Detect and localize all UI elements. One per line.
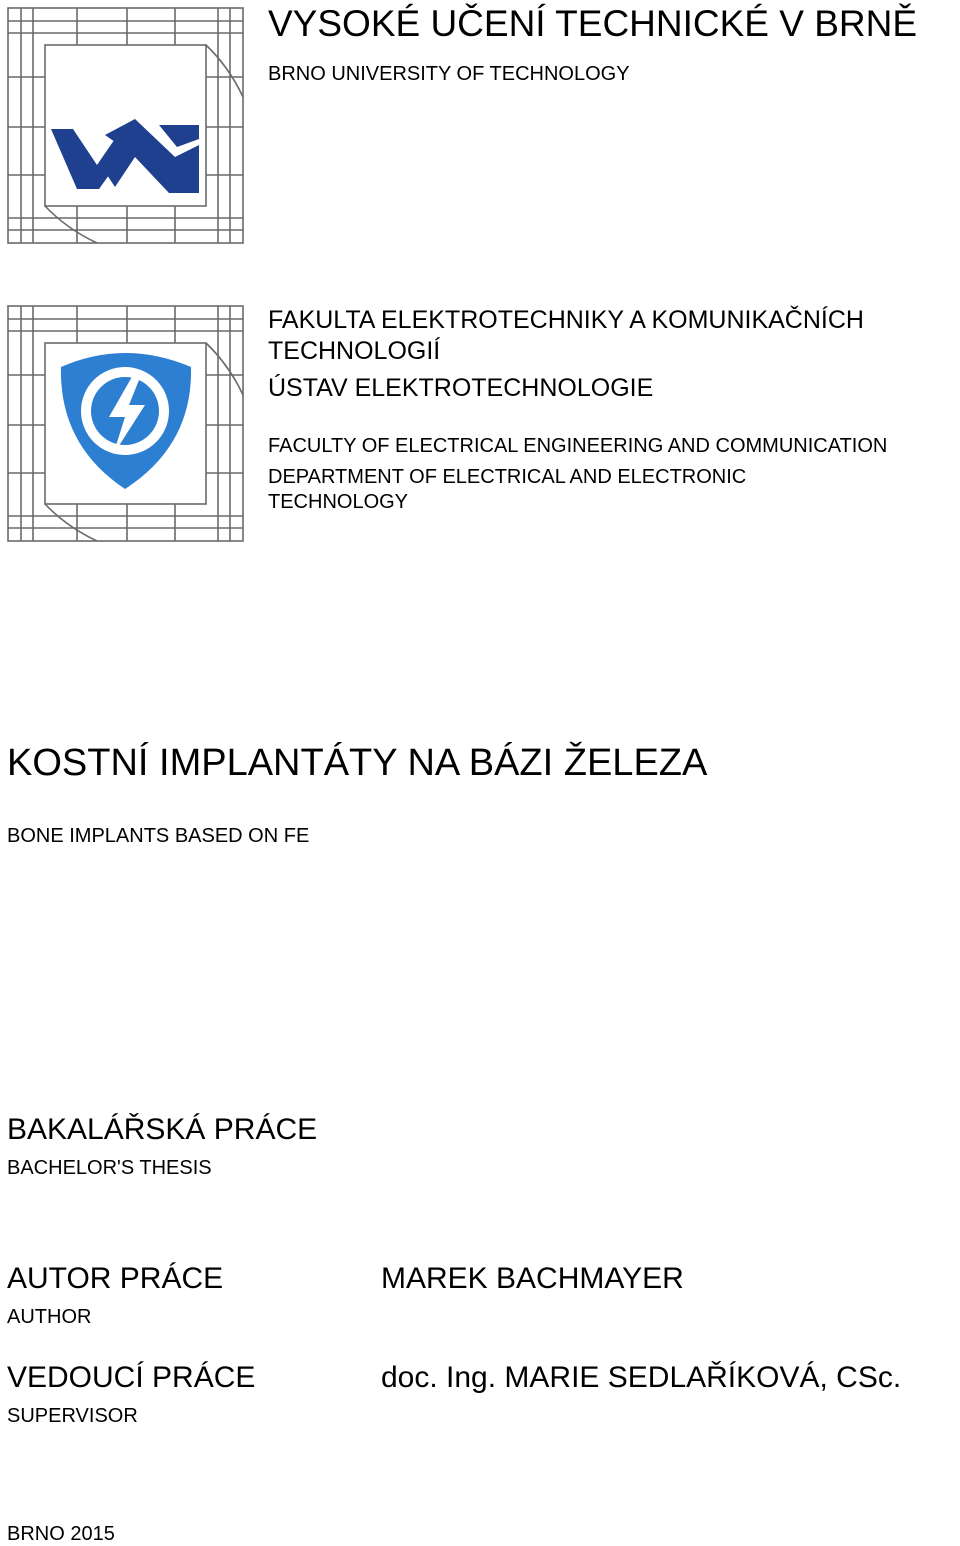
supervisor-label-en: SUPERVISOR [7,1405,138,1427]
university-name-en: BRNO UNIVERSITY OF TECHNOLOGY [268,63,630,85]
place-and-year: BRNO 2015 [7,1523,115,1545]
author-label-cz: AUTOR PRÁCE [7,1262,224,1295]
university-emblem-icon [7,7,244,244]
thesis-title-cz: KOSTNÍ IMPLANTÁTY NA BÁZI ŽELEZA [7,742,708,784]
author-name: MAREK BACHMAYER [381,1262,684,1295]
supervisor-label-cz: VEDOUCÍ PRÁCE [7,1361,256,1394]
author-label-en: AUTHOR [7,1306,92,1328]
thesis-title-en: BONE IMPLANTS BASED ON FE [7,825,310,847]
faculty-logo [7,305,244,542]
thesis-type-cz: BAKALÁŘSKÁ PRÁCE [7,1113,318,1146]
university-logo [7,7,244,244]
faculty-emblem-icon [7,305,244,542]
supervisor-name: doc. Ing. MARIE SEDLAŘÍKOVÁ, CSc. [381,1361,902,1394]
thesis-type-en: BACHELOR'S THESIS [7,1157,212,1179]
department-name-cz: ÚSTAV ELEKTROTECHNOLOGIE [268,374,654,402]
faculty-name-en: FACULTY OF ELECTRICAL ENGINEERING AND COMMUNICATION [268,435,888,457]
department-name-en: DEPARTMENT OF ELECTRICAL AND ELECTRONIC TECHNOLOGY [268,466,747,513]
university-name-cz: VYSOKÉ UČENÍ TECHNICKÉ V BRNĚ [268,3,918,44]
faculty-name-cz: FAKULTA ELEKTROTECHNIKY A KOMUNIKAČNÍCH TECHNOLOGIÍ [268,306,864,365]
